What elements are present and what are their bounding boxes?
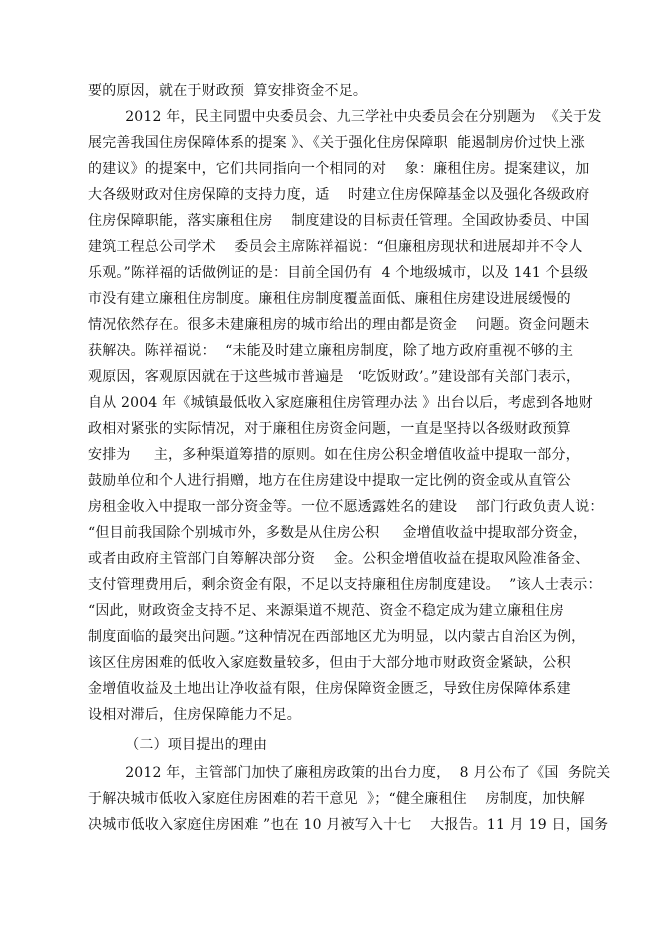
text-line: 市没有建立廉租住房制度。廉租住房制度覆盖面低、廉租住房建设进展缓慢的: [88, 291, 571, 307]
text-line: 或者由政府主管部门自筹解决部分资 金。公积金增值收益在提取风险准备金、: [88, 551, 590, 567]
text-line: 自从 2004 年《城镇最低收入家庭廉租住房管理办法 》出台以后，考虑到各地财: [88, 395, 593, 411]
text-line: 住房保障职能，落实廉租住房 制度建设的目标责任管理。全国政协委员、中国: [88, 213, 590, 229]
text-line: 鼓励单位和个人进行捐赠，地方在住房建设中提取一定比例的资金或从直管公: [88, 473, 571, 489]
text-line: 该区住房困难的低收入家庭数量较多，但由于大部分地市财政资金紧缺，公积: [88, 655, 571, 671]
text-line: 于解决城市低收入家庭住房困难的若干意见 》；“健全廉租住 房制度，加快解: [88, 791, 585, 807]
text-line: 政相对紧张的实际情况，对于廉租住房资金问题，一直是坚持以各级财政预算: [88, 421, 571, 437]
text-line: 情况依然存在。很多未建廉租房的城市给出的理由都是资金 问题。资金问题未: [88, 317, 590, 333]
text-line: 获解决。陈祥福说： “未能及时建立廉租房制度，除了地方政府重视不够的主: [88, 343, 574, 359]
text-line: 建筑工程总公司学术 委员会主席陈祥福说：“但廉租房现状和进展却并不令人: [88, 239, 583, 255]
text-line: 决城市低收入家庭住房困难 ”也在 10 月被写入十七 大报告。11 月 19 日，国务: [88, 817, 609, 833]
text-line: 制度面临的最突出问题。”这种情况在西部地区尤为明显，以内蒙古自治区为例，: [88, 629, 586, 645]
text-line: 房租金收入中提取一部分资金等。一位不愿透露姓名的建设 部门行政负责人说：: [88, 499, 604, 515]
section-heading: （二）项目提出的理由: [88, 737, 268, 753]
text-line: 2012 年，主管部门加快了廉租房政策的出台力度， 8 月公布了《国 务院关: [88, 765, 611, 781]
text-line: 观原因，客观原因就在于这些城市普遍是 ‘吃饭财政’。”建设部有关部门表示，: [88, 369, 581, 385]
text-line: 的建议》的提案中，它们共同指向一个相同的对 象：廉租住房。提案建议，加: [88, 161, 590, 177]
text-line: 要的原因，就在于财政预 算安排资金不足。: [88, 83, 368, 99]
text-line: 展完善我国住房保障体系的提案 》、《关于强化住房保障职 能遏制房价过快上涨: [88, 135, 585, 151]
text-line: “但目前我国除个别城市外，多数是从住房公积 金增值收益中提取部分资金，: [88, 525, 588, 541]
text-line: 支付管理费用后，剩余资金有限，不足以支持廉租住房制度建设。 ”该人士表示：: [88, 577, 602, 593]
text-line: 安排为 主，多种渠道筹措的原则。如在住房公积金增值收益中提取一部分，: [88, 447, 580, 463]
text-line: 2012 年，民主同盟中央委员会、九三学社中央委员会在分别题为 《关于发: [88, 109, 602, 125]
text-line: “因此，财政资金支持不足、来源渠道不规范、资金不稳定成为建立廉租住房: [88, 603, 564, 619]
text-line: 设相对滞后，住房保障能力不足。: [88, 707, 301, 723]
text-line: 大各级财政对住房保障的支持力度，适 时建立住房保障基金以及强化各级政府: [88, 187, 590, 203]
text-line: 金增值收益及土地出让净收益有限，住房保障资金匮乏，导致住房保障体系建: [88, 681, 571, 697]
text-line: 乐观。”陈祥福的话做例证的是：目前全国仍有 4 个地级城市，以及 141 个县级: [88, 265, 589, 281]
